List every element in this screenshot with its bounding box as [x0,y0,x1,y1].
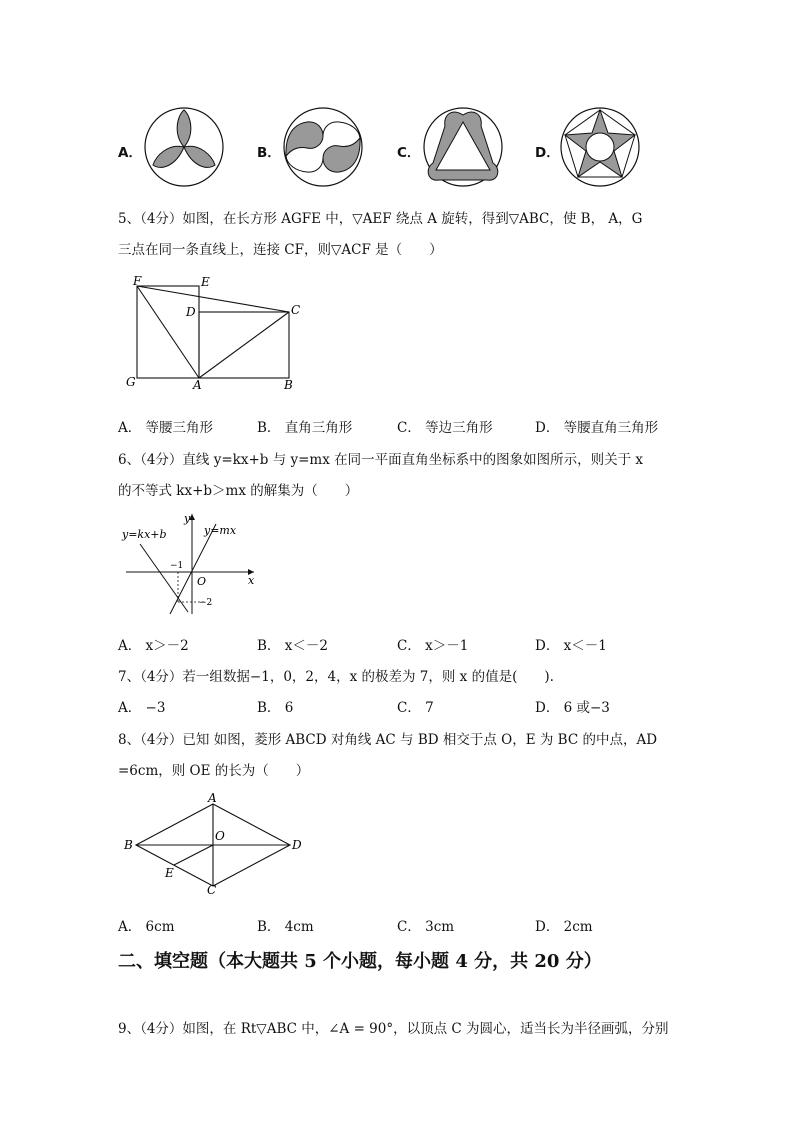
q8-stem-line2: =6cm，则 OE 的长为（ ） [118,763,310,779]
q8-label-o: O [215,829,225,843]
q5-label-g: G [126,375,136,389]
q6-label-y: y [184,512,191,525]
q5-option-a[interactable]: A． 等腰三角形 [118,420,214,436]
q6-label-o: O [197,575,207,588]
q6-figure-graph [120,510,270,620]
q4-option-d-figure [559,106,641,188]
q4-option-d-label[interactable]: D． [535,145,560,161]
q7-option-d[interactable]: D． 6 或−3 [535,700,610,716]
q5-option-c[interactable]: C． 等边三角形 [397,420,493,436]
q6-stem-line1: 6、（4分）直线 y=kx+b 与 y=mx 在同一平面直角坐标系中的图象如图所示，则关于 x [118,452,644,468]
q5-label-d: D [186,305,196,319]
q8-option-a[interactable]: A． 6cm [118,919,175,935]
q5-option-d[interactable]: D． 等腰直角三角形 [535,420,659,436]
q8-option-d[interactable]: D． 2cm [535,919,593,935]
q4-option-a-label[interactable]: A． [118,145,142,161]
q5-label-e: E [201,275,210,289]
q6-stem-line2: 的不等式 kx+b＞mx 的解集为（ ） [118,483,359,499]
q5-label-a: A [193,378,202,392]
q7-option-c[interactable]: C． 7 [397,700,434,716]
q4-option-a-figure [143,106,225,188]
q8-label-b: B [124,838,133,852]
q6-label-line2: y=mx [204,524,237,537]
q6-option-c[interactable]: C． x＞－1 [397,638,469,654]
q8-option-b[interactable]: B． 4cm [257,919,314,935]
q7-option-a[interactable]: A． −3 [118,700,166,716]
q8-label-d: D [292,838,302,852]
q4-option-c-label[interactable]: C． [397,145,421,161]
q8-label-a: A [208,791,217,805]
q5-option-b[interactable]: B． 直角三角形 [257,420,353,436]
q9-stem: 9、（4分）如图，在 Rt▽ABC 中，∠A = 90°，以顶点 C 为圆心，适当长为半径画弧，分别 [118,1021,669,1037]
q4-option-b-figure [281,106,365,188]
q6-label-neg2: −2 [199,598,213,608]
q7-option-b[interactable]: B． 6 [257,700,294,716]
q6-label-x: x [248,574,255,587]
q4-option-b-label[interactable]: B． [257,145,281,161]
q5-label-b: B [284,378,293,392]
section2-title: 二、填空题（本大题共 5 个小题，每小题 4 分，共 20 分） [118,951,602,972]
q5-stem-line2: 三点在同一条直线上，连接 CF，则▽ACF 是（ ） [118,242,443,258]
q8-figure-rhombus [120,790,310,898]
q5-figure-rectangle [120,272,310,394]
q5-label-f: F [133,274,142,288]
q6-label-line1: y=kx+b [122,528,167,541]
q8-label-e: E [165,866,174,880]
q4-option-c-figure [421,106,505,188]
q6-option-a[interactable]: A． x＞－2 [118,638,189,654]
q8-option-c[interactable]: C． 3cm [397,919,455,935]
q6-option-d[interactable]: D． x＜－1 [535,638,607,654]
q8-stem-line1: 8、（4分）已知 如图，菱形 ABCD 对角线 AC 与 BD 相交于点 O，E 为 BC 的中点，AD [118,732,658,748]
q7-stem: 7、（4分）若一组数据−1，0，2，4，x 的极差为 7，则 x 的值是( ). [118,669,554,685]
q8-label-c: C [207,883,217,897]
q6-option-b[interactable]: B． x＜－2 [257,638,328,654]
q5-label-c: C [291,303,301,317]
q5-stem-line1: 5、（4分）如图，在长方形 AGFE 中，▽AEF 绕点 A 旋转，得到▽ABC，使 B， A，G [118,211,643,227]
q6-label-neg1: −1 [170,561,184,571]
